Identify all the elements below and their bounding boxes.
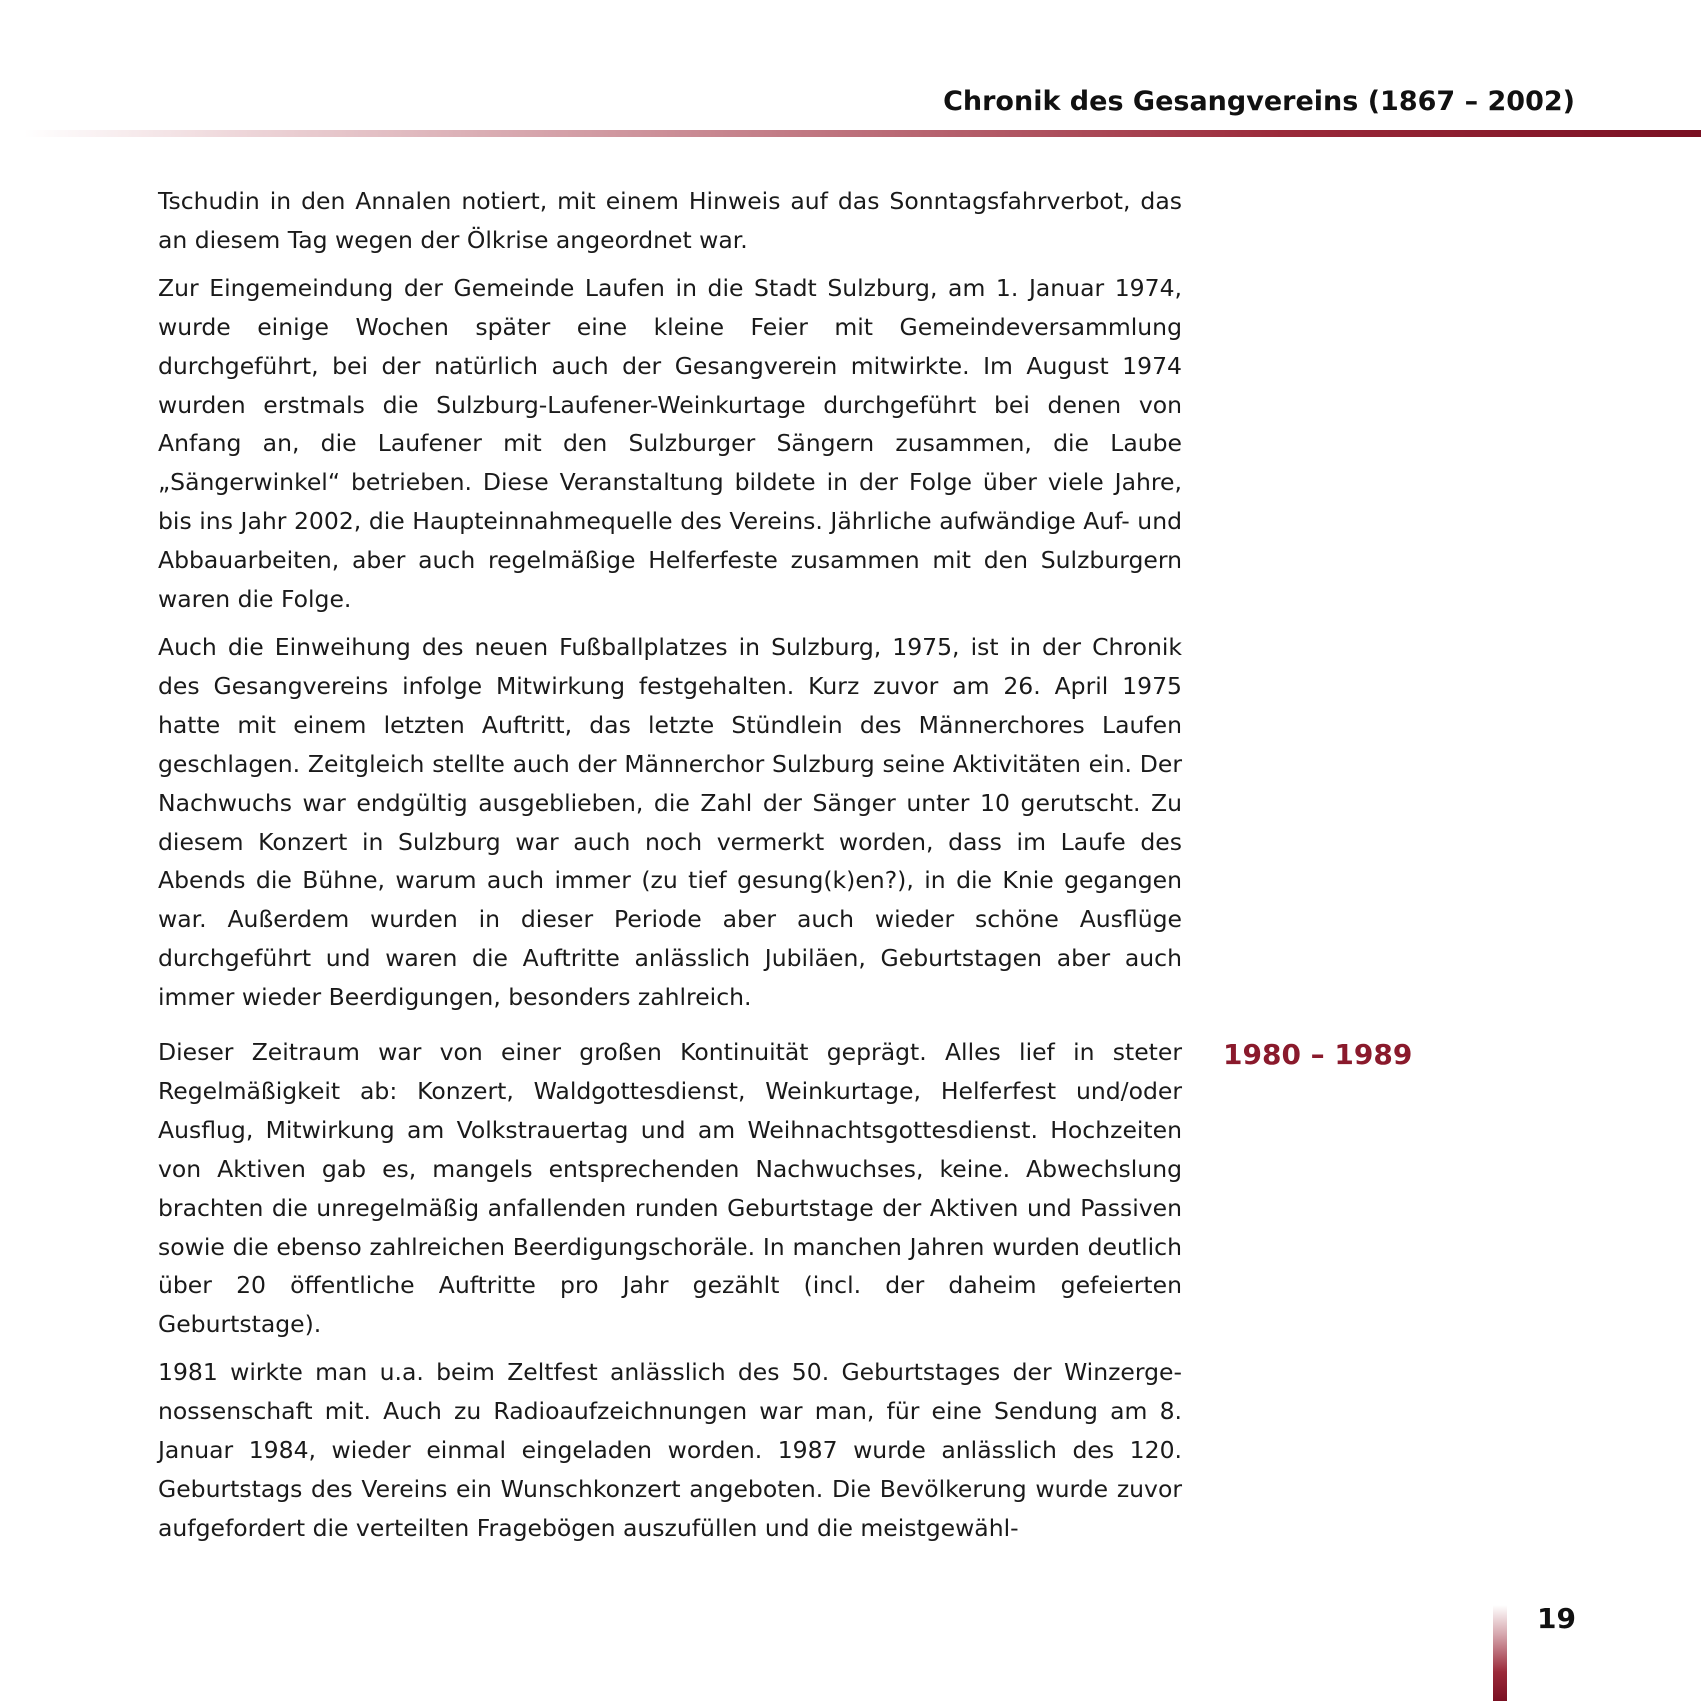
page-number-bar (1493, 1605, 1507, 1701)
paragraph-1: Tschudin in den Annalen notiert, mit einem Hinweis auf das Sonntagsfahrverbot, das an diesem Tag wegen der Ölkrise angeordnet war. (158, 187, 1182, 254)
body-text-column (158, 182, 1182, 1557)
page-number: 19 (1537, 1602, 1576, 1635)
paragraph-2: Zur Eingemeindung der Gemeinde Laufen in die Stadt Sulzburg, am 1. Januar 1974, wurde einige Wochen später eine kleine Feier mit Gemeindeversammlung durchgeführt, bei der natürlich auch der Gesangverein mitwirkte. Im August 1974 wurden erstmals die Sulzburg-Laufener-Weinkurtage durchgeführt bei denen von Anfang an, die Laufener mit den Sulzburger Sängern zusammen, die Laube „Sängerwinkel“ betrieben. Diese Veranstaltung bildete in der Folge über viele Jahre, bis ins Jahr 2002, die Haupteinnahmequelle des Vereins. Jährliche aufwändige Auf- und Abbauarbeiten, aber auch regelmäßige Helferfeste zusammen mit den Sulzburgern waren die Folge. (158, 273, 1182, 614)
paragraph-3: Auch die Einweihung des neuen Fußballplatzes in Sulzburg, 1975, ist in der Chronik des Gesangvereins infolge Mitwirkung festgehalten. Kurz zuvor am 26. April 1975 hatte mit einem letzten Auftritt, das letzte Stündlein des Männerchores Laufen geschlagen. Zeitgleich stellte auch der Männerchor Sulzburg seine Aktivitäten ein. Der Nachwuchs war endgültig ausgeblieben, die Zahl der Sänger unter 10 gerutscht. Zu diesem Konzert in Sulzburg war auch noch vermerkt worden, dass im Laufe des Abends die Bühne, warum auch immer (zu tief gesung(k)en?), in die Knie gegangen war. Außerdem wurden in dieser Periode aber auch wieder schöne Ausflüge durchgeführt und waren die Auftritte anlässlich Jubiläen, Geburtstagen aber auch immer wieder Beerdigungen, besonders zahlreich. (158, 632, 1182, 1012)
paragraph-5: 1981 wirkte man u.a. beim Zeltfest anlässlich des 50. Geburtstages der Winzergenossenschaft mit. Auch zu Radioaufzeichnungen war man, für eine Sendung am 8. Januar 1984, wieder einmal eingeladen worden. 1987 wurde anlässlich des 120. Geburtstags des Vereins ein Wunschkonzert angeboten. Die Bevölkerung wurde zuvor aufgefordert die verteilten Fragebögen auszufüllen und die meistgewähl- (158, 1358, 1182, 1542)
section-year-heading: 1980 – 1989 (1223, 1038, 1413, 1071)
header-gradient-rule (24, 130, 1701, 137)
running-header-title: Chronik des Gesangvereins (1867 – 2002) (943, 86, 1575, 117)
paragraph-4: Dieser Zeitraum war von einer großen Kontinuität geprägt. Alles lief in steter Regelmäßigkeit ab: Konzert, Waldgottesdienst, Weinkurtage, Helferfest und/oder Ausflug, Mitwirkung am Volkstrauertag und am Weihnachtsgottesdienst. Hochzeiten von Aktiven gab es, mangels entsprechenden Nachwuchses, keine. Abwechslung brachten die unregelmäßig anfallenden runden Geburtstage der Aktiven und Passiven sowie die ebenso zahlreichen Beerdigungschoräle. In manchen Jahren wurden deutlich über 20 öffentliche Auftritte pro Jahr gezählt (incl. der daheim gefeierten Geburtstage). (158, 1038, 1182, 1339)
